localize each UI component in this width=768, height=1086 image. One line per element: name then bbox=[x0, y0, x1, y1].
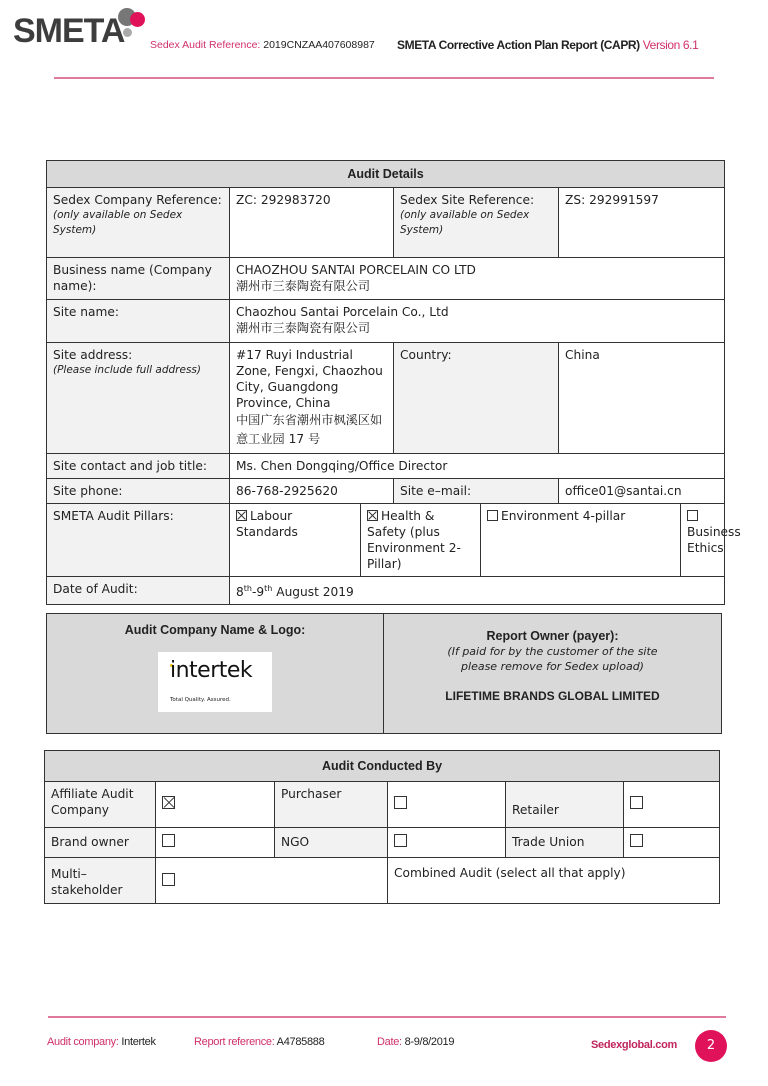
ngo-checkbox-cell[interactable] bbox=[388, 828, 506, 858]
footer-audit-company bbox=[47, 1036, 156, 1048]
email-value: office01@santai.cn bbox=[559, 479, 725, 504]
checkbox-health-safety[interactable] bbox=[367, 510, 378, 521]
report-version: Version 6.1 bbox=[642, 38, 699, 52]
report-owner-cell bbox=[384, 614, 722, 734]
pillar-environment-label: Environment 4-pillar bbox=[501, 509, 626, 523]
pillar-environment[interactable] bbox=[481, 504, 681, 577]
intertek-wordmark: intertek bbox=[170, 658, 253, 683]
footer-rule bbox=[48, 1016, 726, 1018]
site-address-value bbox=[230, 343, 394, 454]
email-label: Site e–mail: bbox=[394, 479, 559, 504]
checkbox-affiliate[interactable] bbox=[162, 796, 175, 809]
contact-value: Ms. Chen Dongqing/Office Director bbox=[230, 454, 725, 479]
company-ref-value: ZC: 292983720 bbox=[230, 188, 394, 258]
country-value: China bbox=[559, 343, 725, 454]
phone-value: 86-768-2925620 bbox=[230, 479, 394, 504]
retailer-label: Retailer bbox=[506, 782, 624, 828]
date-day1: 8 bbox=[236, 585, 244, 600]
report-owner-note: (If paid for by the customer of the site please remove for Sedex upload) bbox=[447, 645, 658, 673]
checkbox-environment[interactable] bbox=[487, 510, 498, 521]
site-ref-label-cell bbox=[394, 188, 559, 258]
purchaser-label: Purchaser bbox=[275, 782, 388, 828]
footer-date bbox=[377, 1036, 454, 1048]
pillar-business-ethics-label: Business Ethics bbox=[687, 525, 741, 555]
site-address-note: (Please include full address) bbox=[53, 364, 201, 376]
footer-date-value: 8-9/8/2019 bbox=[404, 1036, 455, 1048]
business-name-value bbox=[230, 258, 725, 300]
audit-company-table bbox=[46, 613, 722, 734]
site-name-en: Chaozhou Santai Porcelain Co., Ltd bbox=[236, 305, 449, 319]
date-label: Date of Audit: bbox=[47, 577, 230, 605]
business-name-cn: 潮州市三泰陶瓷有限公司 bbox=[236, 279, 371, 293]
footer-report-ref-value: A4785888 bbox=[276, 1036, 325, 1048]
audit-ref-value: 2019CNZAA407608987 bbox=[263, 39, 375, 51]
audit-conducted-by-table bbox=[44, 750, 720, 904]
logo-dot-pink bbox=[130, 12, 145, 27]
report-owner-title: Report Owner (payer): bbox=[486, 629, 619, 643]
retailer-checkbox-cell[interactable] bbox=[624, 782, 720, 828]
pillars-label: SMETA Audit Pillars: bbox=[47, 504, 230, 577]
smeta-logo bbox=[10, 4, 150, 54]
site-name-label: Site name: bbox=[47, 300, 230, 343]
site-name-cn: 潮州市三泰陶瓷有限公司 bbox=[236, 321, 371, 335]
checkbox-brand-owner[interactable] bbox=[162, 834, 175, 847]
trade-union-checkbox-cell[interactable] bbox=[624, 828, 720, 858]
checkbox-multi-stakeholder[interactable] bbox=[162, 873, 175, 886]
pillar-labour-label: Labour Standards bbox=[236, 509, 298, 539]
conducted-by-title: Audit Conducted By bbox=[45, 751, 720, 782]
country-label: Country: bbox=[394, 343, 559, 454]
business-name-label: Business name (Company name): bbox=[47, 258, 230, 300]
checkbox-ngo[interactable] bbox=[394, 834, 407, 847]
company-ref-label-cell bbox=[47, 188, 230, 258]
page-number: 2 bbox=[695, 1030, 727, 1062]
header-rule bbox=[54, 77, 714, 79]
date-day2: -9 bbox=[251, 585, 265, 600]
audit-company-cell bbox=[47, 614, 384, 734]
site-address-en: #17 Ruyi Industrial Zone, Fengxi, Chaozhou City, Guangdong Province, China bbox=[236, 348, 383, 410]
business-name-en: CHAOZHOU SANTAI PORCELAIN CO LTD bbox=[236, 263, 476, 277]
affiliate-checkbox-cell[interactable] bbox=[156, 782, 275, 828]
checkbox-trade-union[interactable] bbox=[630, 834, 643, 847]
company-ref-note: (only available on Sedex System) bbox=[53, 209, 183, 236]
site-ref-label: Sedex Site Reference: bbox=[400, 193, 535, 207]
contact-label: Site contact and job title: bbox=[47, 454, 230, 479]
audit-details-title: Audit Details bbox=[47, 161, 725, 188]
checkbox-retailer[interactable] bbox=[630, 796, 643, 809]
multi-stakeholder-checkbox-cell[interactable] bbox=[156, 858, 388, 904]
combined-audit-text: Combined Audit (select all that apply) bbox=[388, 858, 720, 904]
intertek-logo bbox=[158, 652, 272, 712]
footer-report-ref bbox=[194, 1036, 324, 1048]
site-ref-value: ZS: 292991597 bbox=[559, 188, 725, 258]
site-address-label: Site address: bbox=[53, 348, 133, 362]
company-ref-label: Sedex Company Reference: bbox=[53, 193, 222, 207]
intertek-tagline: Total Quality. Assured. bbox=[170, 697, 231, 703]
affiliate-label: Affiliate Audit Company bbox=[45, 782, 156, 828]
purchaser-checkbox-cell[interactable] bbox=[388, 782, 506, 828]
report-owner-value: LIFETIME BRANDS GLOBAL LIMITED bbox=[445, 689, 660, 703]
brand-owner-checkbox-cell[interactable] bbox=[156, 828, 275, 858]
site-address-cn: 中国广东省潮州市枫溪区如意工业园 17 号 bbox=[236, 413, 383, 446]
pillar-health-safety-label: Health & Safety (plus Environment 2-Pillar) bbox=[367, 509, 461, 571]
audit-company-title: Audit Company Name & Logo: bbox=[124, 623, 306, 637]
brand-owner-label: Brand owner bbox=[45, 828, 156, 858]
footer-audit-company-label: Audit company: bbox=[47, 1036, 119, 1048]
ngo-label: NGO bbox=[275, 828, 388, 858]
multi-stakeholder-label: Multi– stakeholder bbox=[45, 858, 156, 904]
checkbox-purchaser[interactable] bbox=[394, 796, 407, 809]
footer-audit-company-value: Intertek bbox=[121, 1036, 156, 1048]
site-name-value bbox=[230, 300, 725, 343]
report-title bbox=[397, 38, 698, 52]
date-month-year: August 2019 bbox=[272, 585, 354, 600]
audit-ref-label: Sedex Audit Reference: bbox=[150, 39, 261, 51]
pillar-business-ethics[interactable] bbox=[681, 504, 741, 577]
footer-date-label: Date: bbox=[377, 1036, 402, 1048]
audit-details-table bbox=[46, 160, 741, 605]
date-sup2: th bbox=[264, 584, 273, 593]
pillar-health-safety[interactable] bbox=[361, 504, 481, 577]
checkbox-labour[interactable] bbox=[236, 510, 247, 521]
trade-union-label: Trade Union bbox=[506, 828, 624, 858]
phone-label: Site phone: bbox=[47, 479, 230, 504]
site-ref-note: (only available on Sedex System) bbox=[400, 209, 530, 236]
logo-text: SMETA bbox=[13, 12, 125, 50]
footer-site-link[interactable]: Sedexglobal.com bbox=[591, 1039, 677, 1051]
date-value bbox=[230, 577, 725, 605]
audit-reference bbox=[150, 39, 375, 51]
pillar-labour[interactable] bbox=[230, 504, 361, 577]
site-address-label-cell bbox=[47, 343, 230, 454]
checkbox-business-ethics[interactable] bbox=[687, 510, 698, 521]
date-sup1: th bbox=[243, 584, 252, 593]
report-title-text: SMETA Corrective Action Plan Report (CAPR) bbox=[397, 38, 640, 52]
footer-report-ref-label: Report reference: bbox=[194, 1036, 275, 1048]
